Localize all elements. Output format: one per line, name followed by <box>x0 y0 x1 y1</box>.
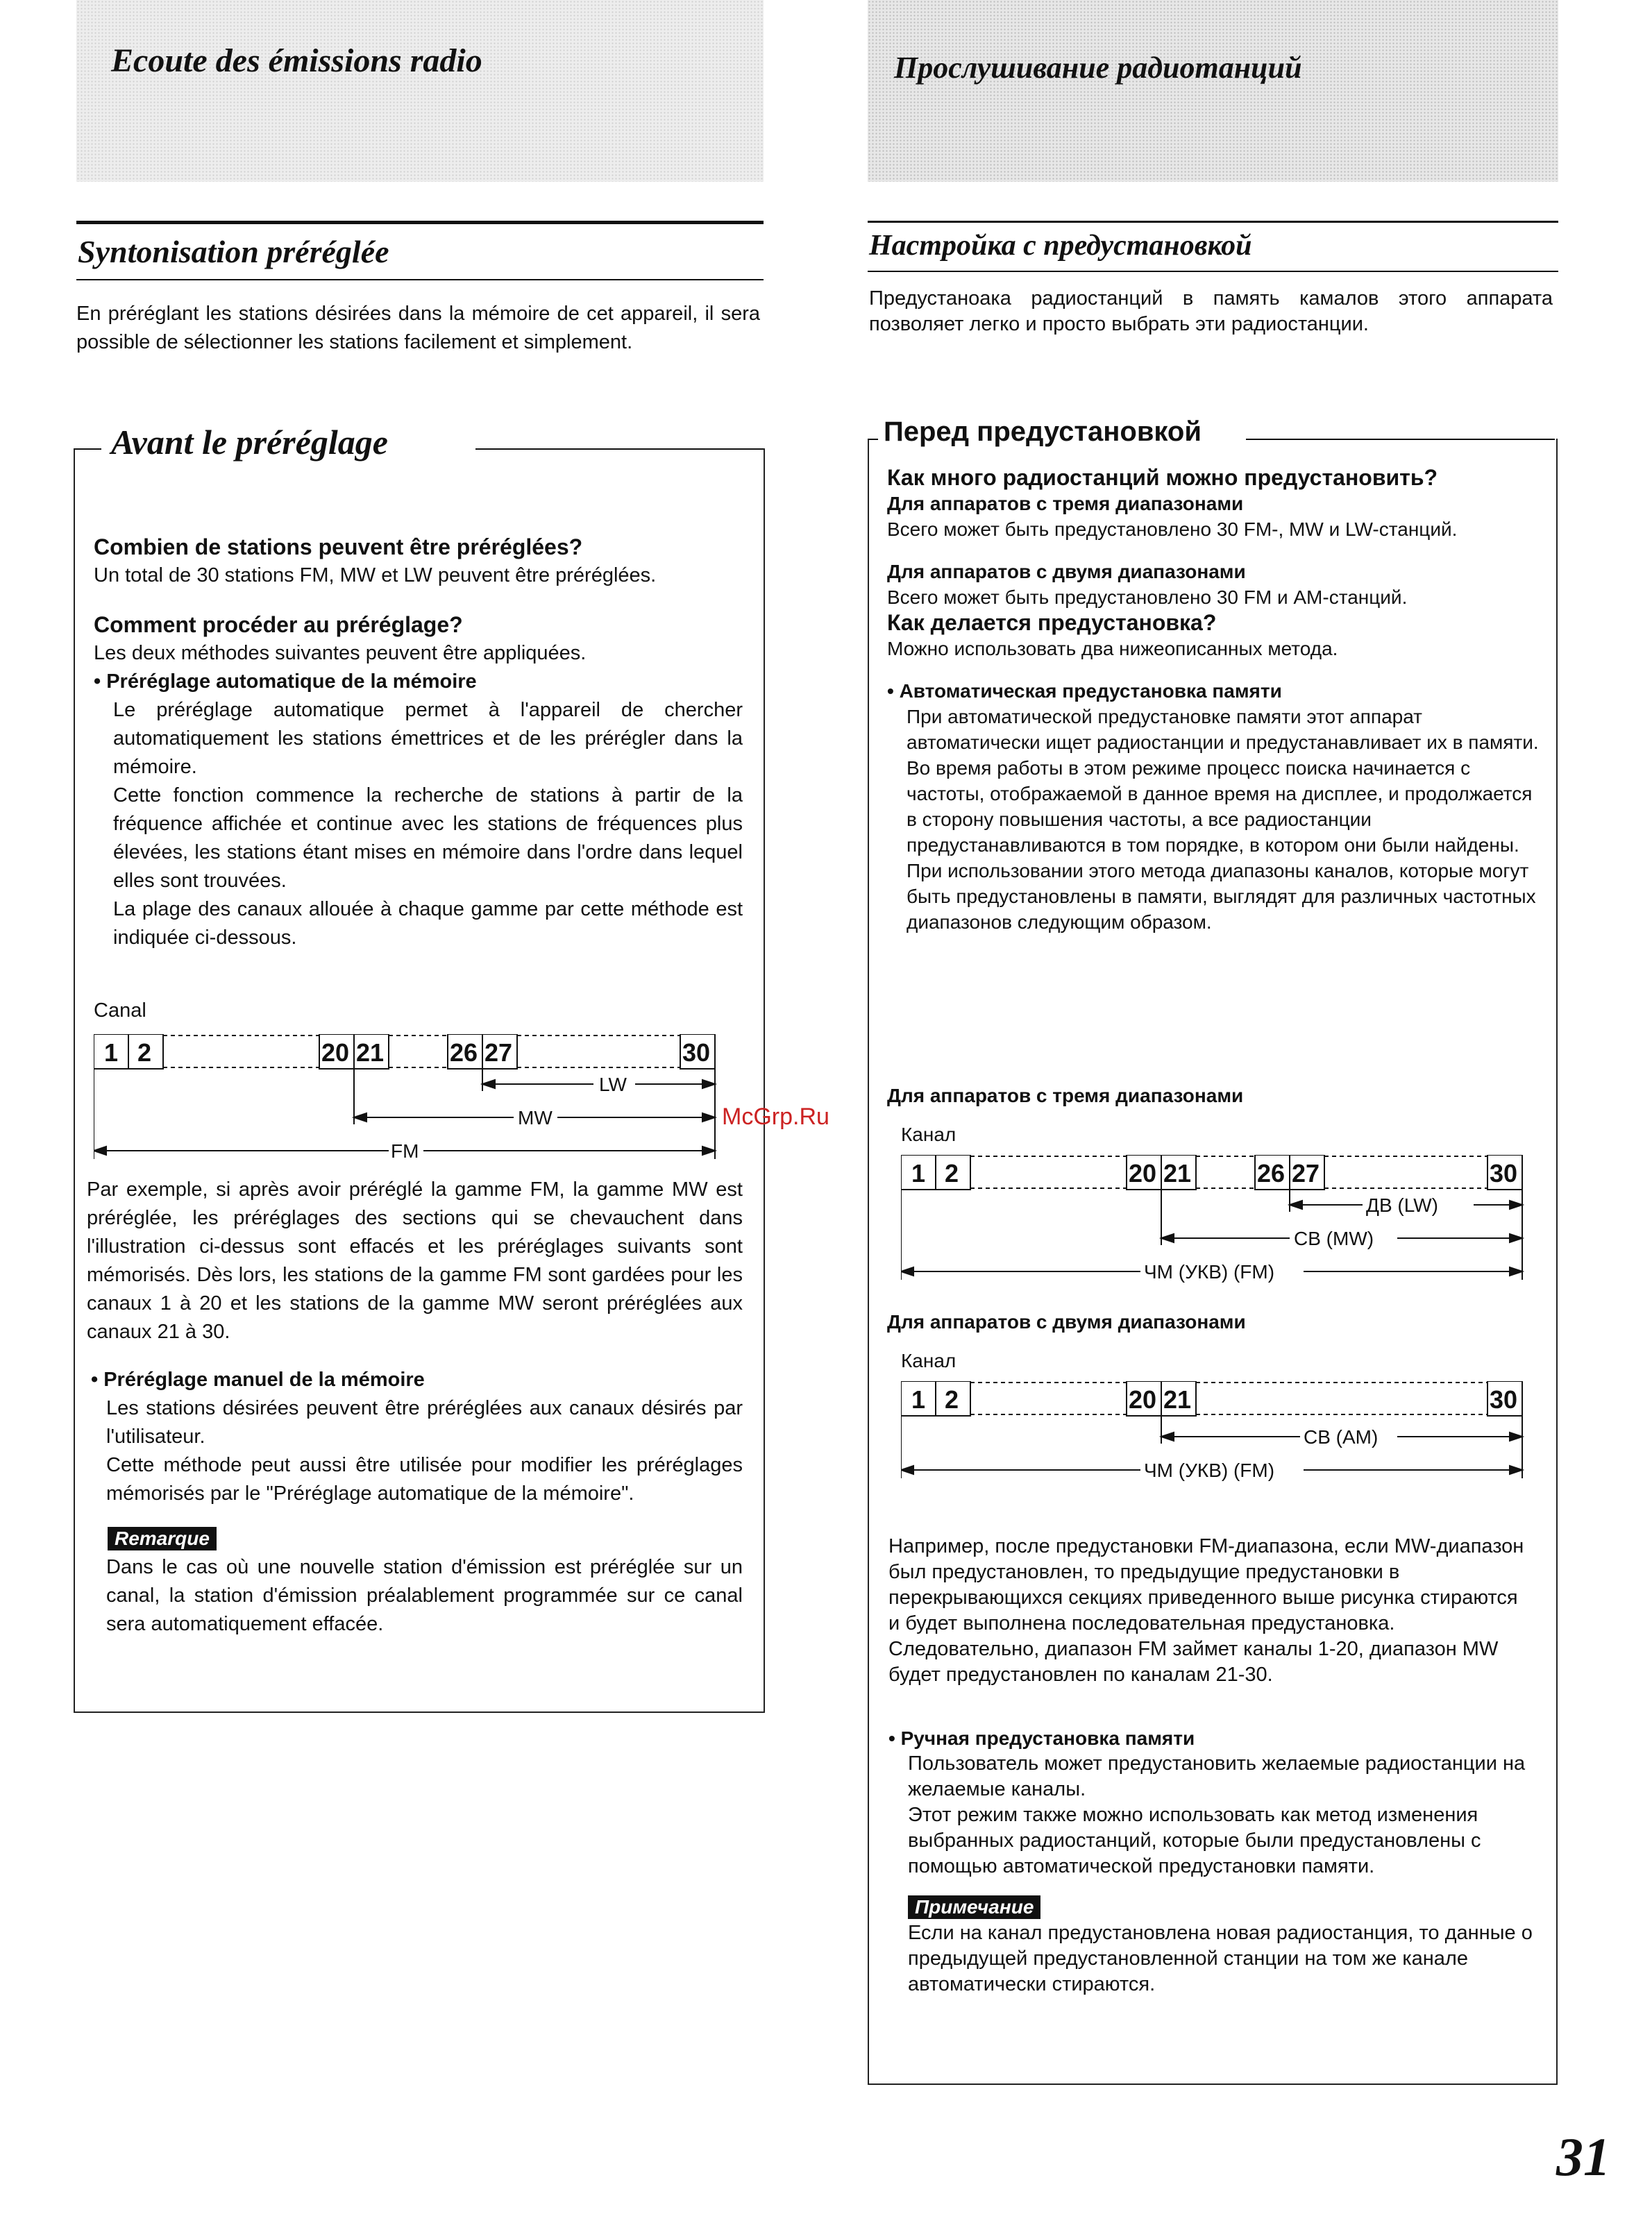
box-lower-fr <box>87 1176 743 1639</box>
ru3-ch-30: 30 <box>1490 1159 1518 1187</box>
manual-p2-ru: Этот режим также можно использовать как метод изменения выбранных радиостанций, которые были предустановлены с помощью автоматической предустановки памяти. <box>908 1804 1481 1877</box>
watermark: McGrp.Ru <box>722 1104 829 1130</box>
ch-26: 26 <box>450 1038 478 1067</box>
ru3-ch-20: 20 <box>1129 1159 1157 1187</box>
ru2-band-fm: ЧМ (УКВ) (FM) <box>1144 1460 1275 1481</box>
q2-fr: Comment procéder au préréglage? <box>94 612 463 637</box>
ch-21: 21 <box>356 1038 385 1067</box>
ch-20: 20 <box>321 1038 350 1067</box>
manual-title-ru: • Ручная предустановка памяти <box>888 1727 1195 1749</box>
box-title-fr: Avant le préréglage <box>104 422 395 462</box>
ru2-ch-21: 21 <box>1163 1385 1192 1414</box>
header-banner-ru <box>868 0 1558 182</box>
ru3-band-fm: ЧМ (УКВ) (FM) <box>1144 1261 1275 1283</box>
ru3-ch-27: 27 <box>1292 1159 1320 1187</box>
note-text-fr: Dans le cas où une nouvelle station d'émission est préréglée sur un canal, la station d'émission préalablement programmée sur ce canal sera automatiquement effacée. <box>106 1556 743 1635</box>
band-fm: FM <box>391 1140 419 1162</box>
section-title-fr: Syntonisation préréglée <box>78 234 389 269</box>
three-band-ru: Для аппаратов с тремя диапазонами <box>887 493 1244 514</box>
box-top-left-rule <box>74 448 101 450</box>
q2-ru: Как делается предустановка? <box>887 610 1217 635</box>
manual-p2-fr: Cette méthode peut aussi être utilisée pour modifier les préréglages mémorisés par le "Préréglage automatique de la mémoire". <box>106 1454 743 1505</box>
a1-three-ru: Всего может быть предустановлено 30 FM-, MW и LW-станций. <box>887 518 1458 540</box>
page-title-ru: Прослушивание радиотанций <box>894 51 1302 85</box>
three-band-diag-ru: Для аппаратов с тремя диапазонами <box>887 1085 1244 1106</box>
q1-fr: Combien de stations peuvent être préréglées? <box>94 534 583 559</box>
ru3-ch-21: 21 <box>1163 1159 1192 1187</box>
auto-p1-fr: Le préréglage automatique permet à l'appareil de chercher automatiquement les stations émettrices et de les prérégler dans la mémoire. <box>113 699 743 778</box>
example-fr: Par exemple, si après avoir préréglé la gamme FM, la gamme MW est préréglée, les préréglages des sections qui se chevauchent dans l'illustration ci-dessus sont effacés et les préréglages suivants sont mémorisés. Dès lors, les stations de la gamme FM sont gardées pour les canaux 1 à 20 et les stations de la gamme MW seront préréglées aux canaux 21 à 30. <box>87 1178 743 1343</box>
section-rule-top-ru <box>868 221 1558 223</box>
band-lw: LW <box>599 1074 627 1095</box>
ru2-ch-30: 30 <box>1490 1385 1518 1414</box>
note-label-ru: Примечание <box>908 1895 1040 1919</box>
ch-30: 30 <box>682 1038 711 1067</box>
channel-diagram-ru-2band <box>901 1381 1526 1492</box>
section-title-ru: Настройка с предустановкой <box>869 230 1252 262</box>
intro-ru: Предустаноака радиостанций в память камалов этого аппарата позволяет легко и просто выбрать эти радиостанции. <box>869 287 1553 335</box>
page-title-fr: Ecoute des émissions radio <box>111 42 482 79</box>
box-content-fr <box>94 533 743 952</box>
header-banner-fr <box>76 0 764 182</box>
intro-fr: En préréglant les stations désirées dans la mémoire de cet appareil, il sera possible de sélectionner les stations facilement et simplement. <box>76 303 760 353</box>
example-ru: Например, после предустановки FM-диапазона, если MW-диапазон был предустановлен, то предыдущие предустановки в перекрывающихся секциях приведенного выше рисунка стираются и будет выполнена последовательная предустановка. Следовательно, диапазон FM займет каналы 1-20, диапазон MW будет предустановлен по каналам 21-30. <box>888 1535 1524 1686</box>
a2-ru: Можно использовать два нижеописанных метода. <box>887 638 1338 659</box>
two-band-ru: Для аппаратов с двумя диапазонами <box>887 561 1246 582</box>
ch-1: 1 <box>104 1038 119 1067</box>
section-rule-top <box>76 221 764 224</box>
page-number: 31 <box>1556 2127 1610 2187</box>
manual-title-fr: • Préréglage manuel de la mémoire <box>91 1369 425 1391</box>
ru2-ch-1: 1 <box>911 1385 926 1414</box>
box-content-ru <box>887 465 1540 935</box>
a1-two-ru: Всего может быть предустановлено 30 FM и АМ-станций. <box>887 586 1408 608</box>
box-lower-ru <box>888 1534 1534 1997</box>
auto-title-fr: • Préréglage automatique de la mémoire <box>94 670 477 693</box>
box-top-right-rule-ru <box>1246 439 1555 440</box>
ch-2: 2 <box>137 1038 152 1067</box>
auto-p2-ru: Во время работы в этом режиме процесс поиска начинается с частоты, отображаемой в данное время на дисплее, и продолжается в сторону повышения частоты, а все радиостанции предустанавливаются в том порядке, в котором они были найдены. <box>907 757 1533 856</box>
channel-diagram-fr <box>94 1034 718 1173</box>
a1-fr: Un total de 30 stations FM, MW et LW peuvent être préréglées. <box>94 564 657 586</box>
manual-p1-ru: Пользователь может предустановить желаемые радиостанции на желаемые каналы. <box>908 1752 1526 1800</box>
channel-diagram-ru-3band <box>901 1155 1526 1294</box>
ru2-ch-20: 20 <box>1129 1385 1157 1414</box>
ru3-ch-2: 2 <box>945 1159 959 1187</box>
box-title-ru: Перед предустановкой <box>878 416 1207 448</box>
section-rule-bottom-ru <box>868 271 1558 272</box>
two-band-diag-ru: Для аппаратов с двумя диапазонами <box>887 1311 1246 1333</box>
canal-label-ru-3: Канал <box>901 1124 956 1145</box>
canal-label-ru-2: Канал <box>901 1350 956 1371</box>
canal-label-fr: Canal <box>94 999 146 1022</box>
auto-p1-ru: При автоматической предустановке памяти этот аппарат автоматически ищет радиостанции и предустанавливает их в памяти. <box>907 706 1539 753</box>
ru3-band-lw: ДВ (LW) <box>1366 1194 1438 1216</box>
manual-p1-fr: Les stations désirées peuvent être préréglées aux canaux désirés par l'utilisateur. <box>106 1397 743 1448</box>
a2-fr: Les deux méthodes suivantes peuvent être appliquées. <box>94 642 587 664</box>
q1-ru: Как много радиостанций можно предустановить? <box>887 465 1438 490</box>
auto-p2-fr: Cette fonction commence la recherche de stations à partir de la fréquence affichée et continue avec les stations de fréquences plus élevées, les stations étant mises en mémoire dans l'ordre dans lequel elles sont trouvées. <box>113 784 743 892</box>
ru2-ch-2: 2 <box>945 1385 959 1414</box>
auto-title-ru: • Автоматическая предустановка памяти <box>887 680 1282 702</box>
band-mw: MW <box>518 1107 553 1129</box>
ru3-band-mw: СВ (MW) <box>1294 1228 1374 1249</box>
box-top-right-rule <box>475 448 764 450</box>
auto-p3-ru: При использовании этого метода диапазоны каналов, которые могут быть предустановлены в памяти, выглядят для различных частотных диапазонов следующим образом. <box>907 860 1536 933</box>
note-label-fr: Remarque <box>108 1527 217 1550</box>
section-rule-bottom <box>76 279 764 280</box>
note-text-ru: Если на канал предустановлена новая радиостанция, то данные о предыдущей предустановленной станции на том же канале автоматически стираются. <box>908 1922 1533 1995</box>
ru3-ch-26: 26 <box>1257 1159 1286 1187</box>
ru3-ch-1: 1 <box>911 1159 926 1187</box>
ch-27: 27 <box>484 1038 513 1067</box>
auto-p3-fr: La plage des canaux allouée à chaque gamme par cette méthode est indiquée ci-dessous. <box>113 898 743 949</box>
ru2-band-am: СВ (AM) <box>1304 1426 1379 1448</box>
